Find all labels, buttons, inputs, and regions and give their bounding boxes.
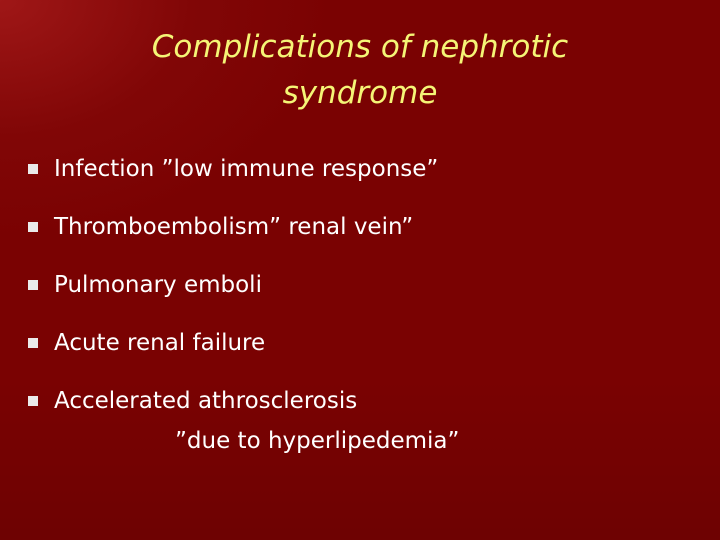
bullet-text: Accelerated athrosclerosis	[54, 388, 358, 414]
bullet-list	[28, 140, 688, 430]
bullet-item	[28, 372, 688, 430]
slide-title-line-2: syndrome	[282, 75, 438, 111]
bullet-item	[28, 198, 688, 256]
square-bullet-icon	[28, 338, 38, 348]
square-bullet-icon	[28, 222, 38, 232]
bullet-continuation: ”due to hyperlipedemia”	[175, 428, 460, 454]
bullet-text: Acute renal failure	[54, 330, 266, 356]
square-bullet-icon	[28, 396, 38, 406]
bullet-text: Infection ”low immune response”	[54, 156, 439, 182]
square-bullet-icon	[28, 280, 38, 290]
bullet-item	[28, 140, 688, 198]
square-bullet-icon	[28, 164, 38, 174]
slide-title-line-1: Complications of nephrotic	[151, 29, 569, 65]
bullet-item	[28, 256, 688, 314]
slide-title	[60, 24, 660, 116]
bullet-text: Thromboembolism” renal vein”	[54, 214, 414, 240]
bullet-text: Pulmonary emboli	[54, 272, 262, 298]
bullet-item	[28, 314, 688, 372]
